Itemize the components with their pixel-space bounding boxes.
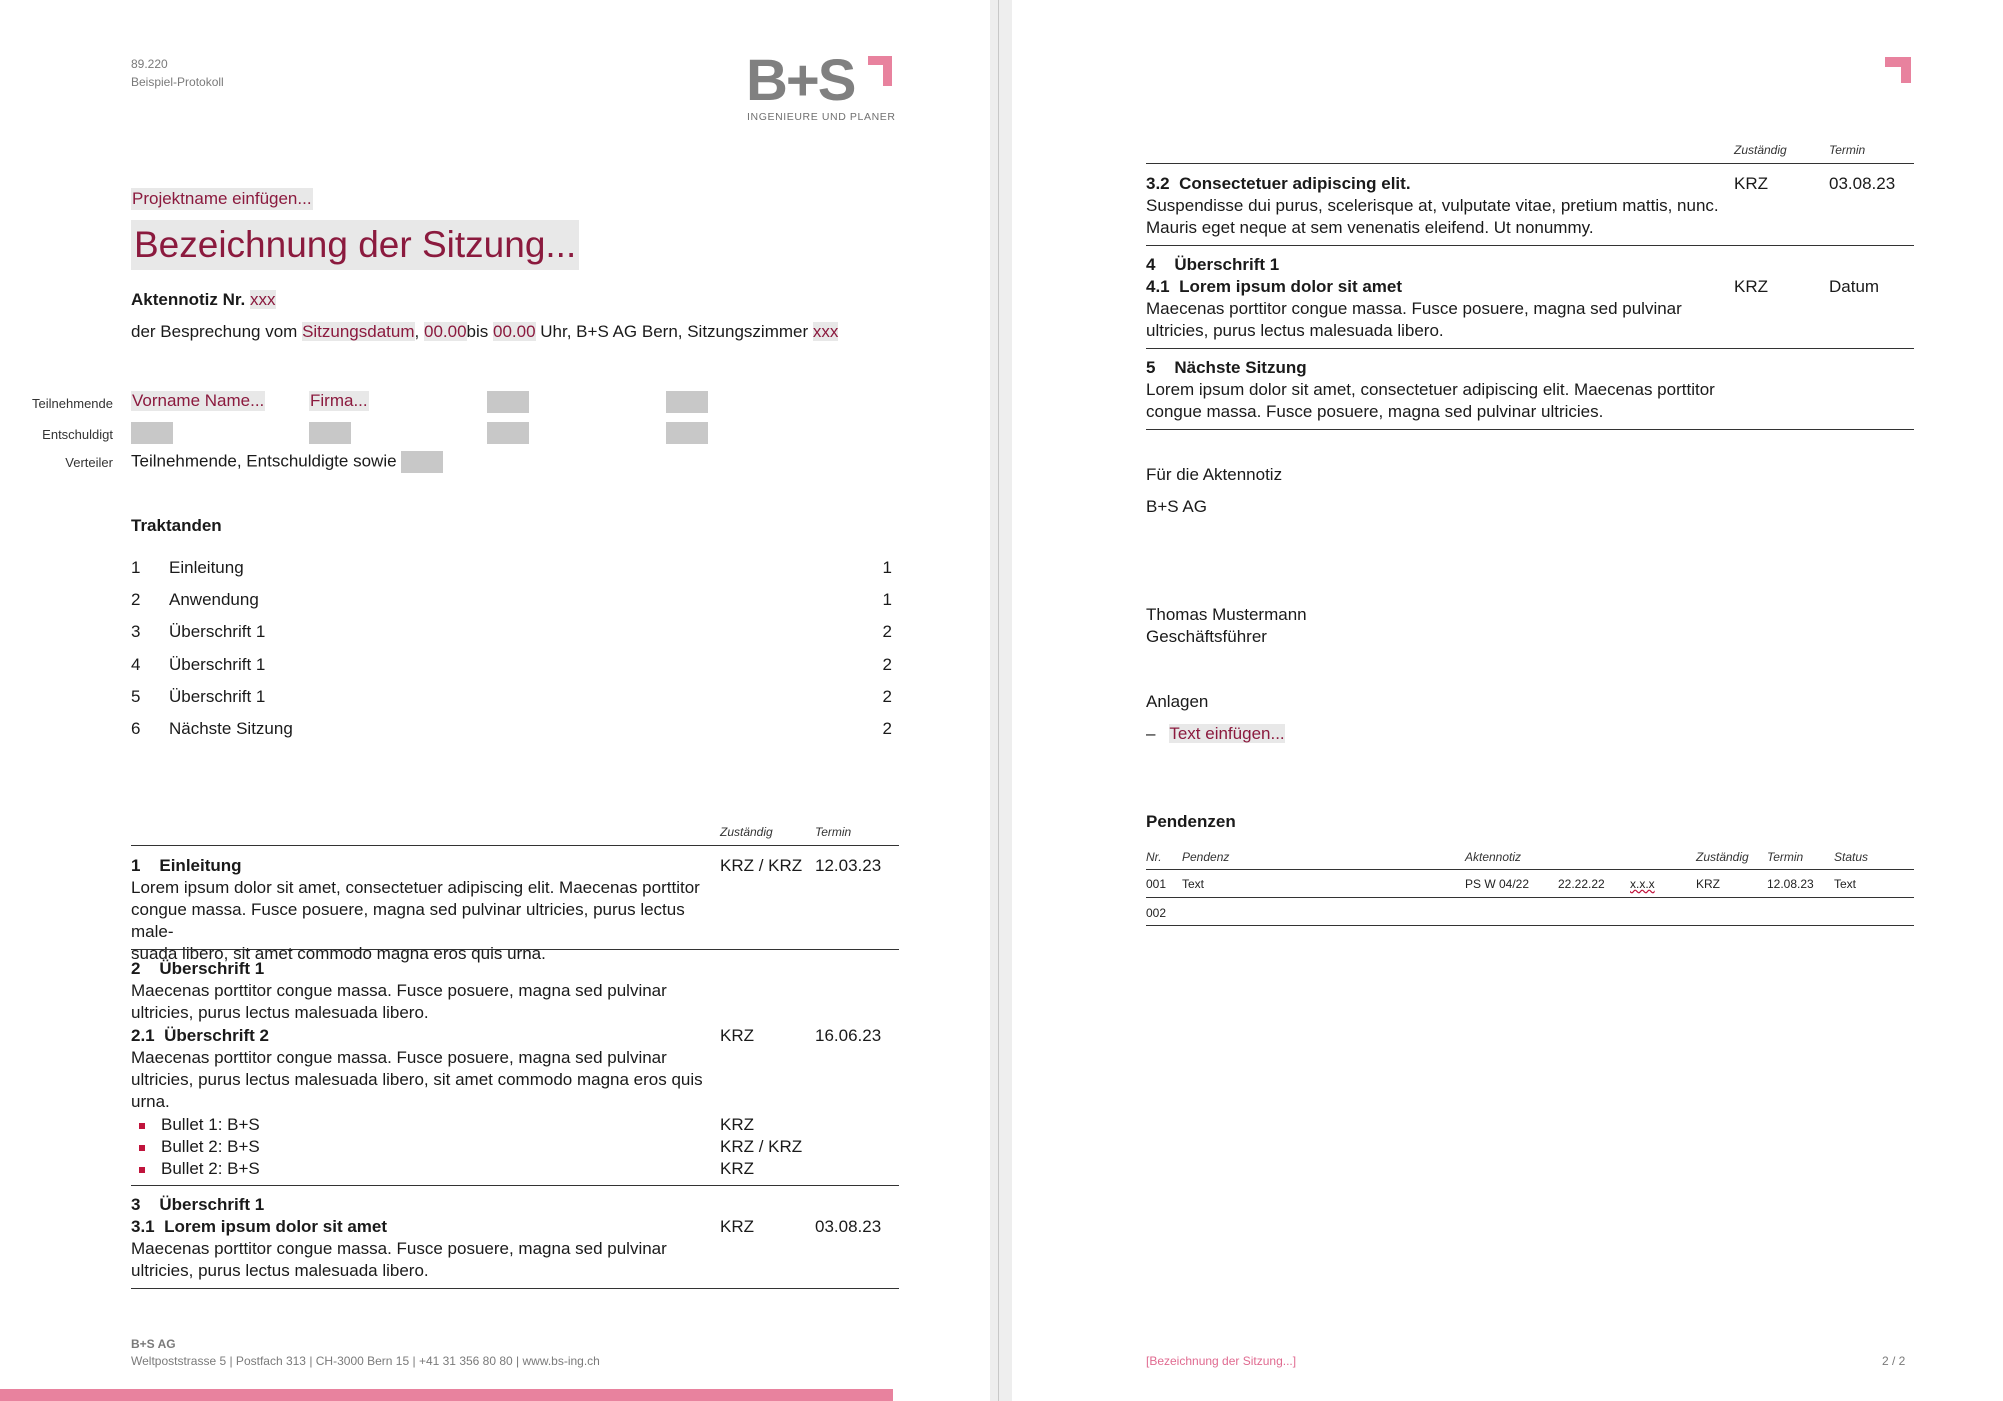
pend-col-termin: Termin	[1767, 850, 1804, 864]
footer-accent-bar	[0, 1389, 893, 1401]
section-termin: 03.08.23	[815, 1217, 882, 1236]
section-zustaendig: KRZ	[720, 1217, 754, 1236]
toc-item[interactable]	[131, 719, 892, 743]
toc-text: Überschrift 1	[169, 687, 266, 706]
table-rule	[1146, 869, 1914, 870]
section-body	[131, 877, 711, 965]
time-from[interactable]: 00.00	[423, 322, 467, 341]
pend-termin: 12.08.23	[1767, 877, 1814, 891]
section-number: 2	[131, 959, 141, 978]
besprechung-line	[131, 322, 838, 342]
body-line: ultricies, purus lectus malesuada libero, sit amet commodo magna eros quis	[131, 1070, 703, 1089]
body-line: ultricies, purus lectus malesuada libero.	[131, 1003, 429, 1022]
verteiler-label: Verteiler	[65, 455, 113, 470]
participant-field-3[interactable]	[487, 391, 529, 413]
bullet-zustaendig: KRZ	[720, 1159, 754, 1178]
section-heading	[1146, 357, 1307, 379]
pend-col-pendenz: Pendenz	[1182, 850, 1230, 864]
pend-zust: KRZ	[1696, 877, 1720, 891]
toc-item[interactable]	[131, 622, 892, 646]
section-body	[1146, 379, 1766, 423]
toc-number: 5	[131, 687, 141, 706]
section-title: Überschrift 1	[159, 959, 265, 978]
pend-akt-date: 22.22.22	[1558, 877, 1605, 891]
pendenzen-heading: Pendenzen	[1146, 812, 1236, 831]
section-number: 4	[1146, 255, 1156, 274]
section-body	[1146, 195, 1726, 239]
section-number: 1	[131, 856, 141, 875]
body-line: ultricies, purus lectus malesuada libero.	[131, 1261, 429, 1280]
toc-page: 1	[882, 558, 892, 577]
col-header-termin: Termin	[815, 825, 852, 839]
col-header-zustaendig: Zuständig	[1734, 143, 1787, 157]
pend-akt-code: x.x.x	[1630, 877, 1655, 891]
aktennotiz-line	[131, 290, 276, 310]
section-title: Überschrift 1	[1174, 255, 1280, 274]
section-zustaendig: KRZ	[720, 1026, 754, 1045]
subsection-title: Consectetuer adipiscing elit.	[1179, 174, 1411, 193]
body-line: Suspendisse dui purus, scelerisque at, vulputate vitae, pretium mattis, nunc.	[1146, 196, 1719, 215]
pend-col-aktennotiz: Aktennotiz	[1465, 850, 1522, 864]
body-line: urna.	[131, 1092, 170, 1111]
subsection-title: Überschrift 2	[164, 1026, 269, 1045]
section-number: 3	[131, 1195, 141, 1214]
toc-page: 2	[882, 687, 892, 706]
subsection-number: 4.1	[1146, 277, 1170, 296]
besprechung-middle: Uhr, B+S AG Bern, Sitzungszimmer	[540, 322, 809, 341]
traktanden-heading: Traktanden	[131, 516, 222, 535]
time-to[interactable]: 00.00	[493, 322, 536, 341]
logo-corner-icon	[868, 56, 892, 86]
meeting-title-placeholder[interactable]: Bezeichnung der Sitzung...	[131, 220, 579, 270]
toc-page: 2	[882, 655, 892, 674]
excused-field-4[interactable]	[666, 422, 708, 444]
entschuldigt-label: Entschuldigt	[42, 427, 113, 442]
section-body	[1146, 298, 1726, 342]
verteiler-field[interactable]	[401, 451, 443, 473]
subsection-number: 2.1	[131, 1026, 155, 1045]
verteiler-line	[131, 451, 443, 473]
toc-number: 2	[131, 590, 141, 609]
section-zustaendig: KRZ	[1734, 277, 1768, 296]
footer-company: B+S AG	[131, 1337, 176, 1351]
subsection-number: 3.1	[131, 1217, 155, 1236]
table-rule	[1146, 163, 1914, 164]
page-separator	[998, 0, 999, 1401]
bullet-icon	[139, 1123, 145, 1129]
participant-name-placeholder[interactable]: Vorname Name...	[132, 391, 265, 410]
col-header-termin: Termin	[1829, 143, 1866, 157]
bullet-text: Bullet 1: B+S	[161, 1115, 260, 1134]
doc-number: 89.220	[131, 57, 168, 71]
pend-col-zustaendig: Zuständig	[1696, 850, 1749, 864]
bis-text: bis	[466, 322, 489, 341]
table-rule	[1146, 897, 1914, 898]
section-termin: 16.06.23	[815, 1026, 882, 1045]
toc-page: 2	[882, 622, 892, 641]
subsection-heading	[1146, 276, 1402, 298]
page-1	[0, 0, 990, 1401]
section-number: 5	[1146, 358, 1156, 377]
table-rule	[1146, 925, 1914, 926]
bullet-item	[139, 1114, 260, 1136]
bullet-text: Bullet 2: B+S	[161, 1159, 260, 1178]
toc-number: 4	[131, 655, 141, 674]
page-gap	[990, 0, 1012, 1401]
subsection-heading	[131, 1025, 269, 1047]
logo-text: B+S	[746, 48, 855, 113]
section-heading	[131, 1194, 264, 1216]
footer-address: Weltpoststrasse 5 | Postfach 313 | CH-3000 Bern 15 | +41 31 356 80 80 | www.bs-ing.ch	[131, 1354, 600, 1368]
toc-text: Überschrift 1	[169, 622, 266, 641]
closing-company: B+S AG	[1146, 497, 1207, 516]
doc-type: Beispiel-Protokoll	[131, 75, 224, 89]
table-rule	[1146, 429, 1914, 430]
section-termin: 03.08.23	[1829, 174, 1896, 193]
pend-col-status: Status	[1834, 850, 1869, 864]
bullet-icon	[139, 1167, 145, 1173]
bullet-icon	[139, 1145, 145, 1151]
body-line: Lorem ipsum dolor sit amet, consectetuer adipiscing elit. Maecenas porttitor	[1146, 380, 1715, 399]
section-heading	[131, 855, 242, 877]
bs-logo	[746, 48, 896, 124]
section-body	[131, 1047, 711, 1113]
subsection-number: 3.2	[1146, 174, 1170, 193]
subsection-title: Lorem ipsum dolor sit amet	[1179, 277, 1403, 296]
page-2	[1012, 0, 2003, 1401]
col-header-zustaendig: Zuständig	[720, 825, 773, 839]
toc-text: Nächste Sitzung	[169, 719, 293, 738]
closing-fuer: Für die Aktennotiz	[1146, 465, 1283, 484]
body-line: Maecenas porttitor congue massa. Fusce posuere, magna sed pulvinar	[131, 981, 667, 1000]
toc-text: Einleitung	[169, 558, 244, 577]
table-rule	[131, 1185, 899, 1186]
toc-item[interactable]	[131, 655, 892, 679]
verteiler-text: Teilnehmende, Entschuldigte sowie	[131, 451, 397, 471]
subsection-heading	[1146, 173, 1411, 195]
toc-text: Anwendung	[169, 590, 259, 609]
body-line: ultricies, purus lectus malesuada libero.	[1146, 321, 1444, 340]
participant-field-4[interactable]	[666, 391, 708, 413]
table-rule	[131, 845, 899, 846]
bullet-zustaendig: KRZ / KRZ	[720, 1137, 803, 1156]
subsection-title: Lorem ipsum dolor sit amet	[164, 1217, 388, 1236]
toc-page: 1	[882, 590, 892, 609]
comma: ,	[414, 322, 420, 341]
besprechung-prefix: der Besprechung vom	[131, 322, 298, 341]
meeting-date[interactable]: Sitzungsdatum	[302, 322, 415, 341]
section-heading	[131, 958, 264, 980]
footer-title-ref: [Bezeichnung der Sitzung...]	[1146, 1354, 1297, 1368]
logo-corner-icon	[1885, 57, 1911, 83]
pend-akt-ref: PS W 04/22	[1465, 877, 1530, 891]
signatory-role: Geschäftsführer	[1146, 627, 1267, 646]
pend-status: Text	[1834, 877, 1857, 891]
body-line: Maecenas porttitor congue massa. Fusce posuere, magna sed pulvinar	[1146, 299, 1682, 318]
toc-number: 6	[131, 719, 141, 738]
table-rule	[1146, 348, 1914, 349]
toc-page: 2	[882, 719, 892, 738]
teilnehmende-label: Teilnehmende	[32, 396, 113, 411]
toc-text: Überschrift 1	[169, 655, 266, 674]
project-name-placeholder[interactable]: Projektname einfügen...	[132, 189, 312, 208]
bullet-item	[139, 1158, 260, 1180]
participant-firma-placeholder[interactable]: Firma...	[310, 391, 368, 410]
bullet-zustaendig: KRZ	[720, 1115, 754, 1134]
bullet-item	[139, 1136, 260, 1158]
anlagen-item	[1146, 723, 1285, 745]
section-title: Nächste Sitzung	[1174, 358, 1307, 377]
section-title: Einleitung	[159, 856, 242, 875]
body-line: Mauris eget neque at sem venenatis eleifend. Ut nonummy.	[1146, 218, 1594, 237]
excused-field-1[interactable]	[131, 422, 173, 444]
section-body	[131, 980, 711, 1024]
section-title: Überschrift 1	[159, 1195, 265, 1214]
anlagen-heading: Anlagen	[1146, 692, 1209, 711]
bullet-text: Bullet 2: B+S	[161, 1137, 260, 1156]
toc-item[interactable]	[131, 687, 892, 711]
pend-text: Text	[1182, 877, 1205, 891]
toc-number: 1	[131, 558, 141, 577]
body-line: suada libero, sit amet commodo magna eros quis urna.	[131, 944, 546, 963]
excused-field-2[interactable]	[309, 422, 351, 444]
page-number: 2 / 2	[1882, 1354, 1906, 1368]
table-rule	[131, 949, 899, 950]
section-zustaendig: KRZ	[1734, 174, 1768, 193]
pend-nr: 001	[1146, 877, 1167, 891]
room-number[interactable]: xxx	[812, 322, 839, 341]
body-line: congue massa. Fusce posuere, magna sed pulvinar ultricies, purus lectus male-	[131, 900, 685, 941]
pend-nr: 002	[1146, 906, 1167, 920]
body-line: Lorem ipsum dolor sit amet, consectetuer adipiscing elit. Maecenas porttitor	[131, 878, 700, 897]
section-termin: Datum	[1829, 277, 1880, 296]
section-termin: 12.03.23	[815, 856, 882, 875]
body-line: Maecenas porttitor congue massa. Fusce posuere, magna sed pulvinar	[131, 1239, 667, 1258]
aktennotiz-number[interactable]: xxx	[250, 290, 276, 309]
logo-subtitle: INGENIEURE UND PLANER	[747, 111, 896, 123]
table-rule	[1146, 245, 1914, 246]
excused-field-3[interactable]	[487, 422, 529, 444]
toc-item[interactable]	[131, 590, 892, 614]
section-zustaendig: KRZ / KRZ	[720, 856, 803, 875]
body-line: congue massa. Fusce posuere, magna sed pulvinar ultricies.	[1146, 402, 1604, 421]
signatory-name: Thomas Mustermann	[1146, 605, 1307, 624]
subsection-heading	[131, 1216, 387, 1238]
toc-number: 3	[131, 622, 141, 641]
pend-col-nr: Nr.	[1146, 850, 1162, 864]
anlagen-placeholder[interactable]: Text einfügen...	[1169, 724, 1285, 743]
list-dash: –	[1146, 724, 1156, 743]
section-body	[131, 1238, 711, 1282]
table-rule	[131, 1288, 899, 1289]
aktennotiz-label: Aktennotiz Nr.	[131, 290, 246, 309]
body-line: Maecenas porttitor congue massa. Fusce posuere, magna sed pulvinar	[131, 1048, 667, 1067]
toc-item[interactable]	[131, 558, 892, 582]
section-heading	[1146, 254, 1279, 276]
